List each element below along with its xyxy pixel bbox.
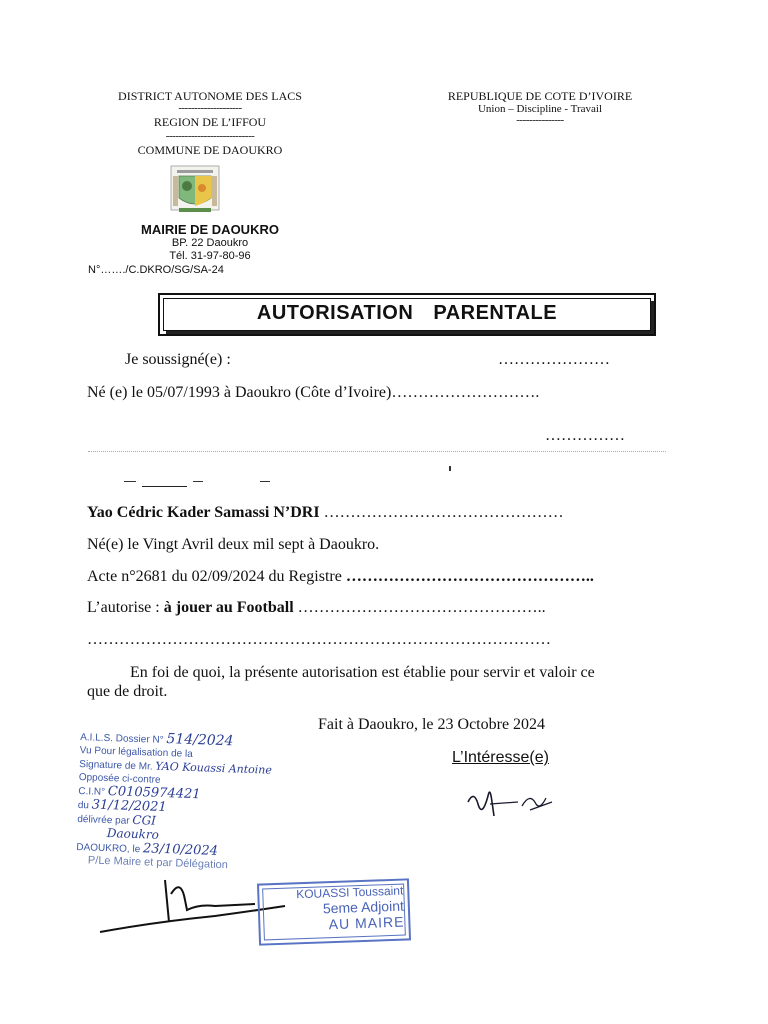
stamp-id-date: 31/12/2021 xyxy=(91,797,167,816)
child-name: Yao Cédric Kader Samassi N’DRI xyxy=(87,504,320,521)
blank-marks xyxy=(124,481,136,482)
stamp-cin-number: C0105974421 xyxy=(107,784,201,803)
stamp-date-label: du xyxy=(77,799,90,812)
closing-statement: En foi de quoi, la présente autorisation est établie pour servir et valoir ce xyxy=(130,664,595,681)
mairie-name: MAIRIE DE DAOUKRO xyxy=(141,222,279,237)
stamp-legalization-date: 23/10/2024 xyxy=(142,841,219,859)
postal-box: BP. 22 Daoukro xyxy=(171,237,249,249)
continuation-dots: …………………………………………………………………………… xyxy=(87,631,551,648)
stamp-delegation: P/Le Maire et par Délégation xyxy=(87,854,229,872)
birth-certificate-line xyxy=(87,568,594,586)
blank-marks xyxy=(142,486,187,487)
commune-name: COMMUNE DE DAOUKRO xyxy=(137,143,283,157)
reference-number: N°……./C.DKRO/SG/SA-24 xyxy=(88,264,224,276)
authorization-line xyxy=(87,599,546,617)
mairie-block xyxy=(110,222,310,263)
country-name: REPUBLIQUE DE COTE D’IVOIRE xyxy=(447,89,633,103)
blank-marks xyxy=(449,466,451,471)
authorization-dots: ……………………………………….. xyxy=(297,599,546,616)
place-and-date: Fait à Daoukro, le 23 Octobre 2024 xyxy=(318,716,546,733)
stamp-place: Daoukro xyxy=(106,826,160,842)
separator: -------------------- xyxy=(178,102,242,114)
official-stamp xyxy=(257,878,411,945)
telephone: Tél. 31-97-80-96 xyxy=(169,250,251,262)
document-title: AUTORISATION PARENTALE xyxy=(256,302,558,324)
blank-line-dots: …………… xyxy=(545,427,625,444)
authorization-activity: à jouer au Football xyxy=(163,599,294,616)
authorization-label: L’autorise : xyxy=(87,599,160,616)
child-name-line xyxy=(87,504,564,522)
signatory-label: L’Intéresse(e) xyxy=(452,749,549,766)
header-right xyxy=(420,90,660,126)
commune-emblem xyxy=(165,162,225,218)
child-name-dots: ……………………………………… xyxy=(323,504,564,521)
separator: ---------------------------- xyxy=(165,130,255,142)
declarant-dots: ………………… xyxy=(498,351,610,368)
official-stamp-office: AU MAIRE xyxy=(328,913,405,933)
child-birth: Né(e) le Vingt Avril deux mil sept à Daoukro. xyxy=(87,536,380,553)
stamp-legalization-label: Vu Pour légalisation de la xyxy=(79,745,193,760)
title-box xyxy=(158,293,656,336)
stamp-issued-by-label: délivrée par xyxy=(77,813,130,827)
closing-statement-end: que de droit. xyxy=(87,683,168,700)
blank-marks xyxy=(260,481,270,482)
declarant-birth: Né (e) le 05/07/1993 à Daoukro (Côte d’Ivoire)………………………. xyxy=(87,384,540,401)
applicant-signature xyxy=(460,780,560,825)
stamp-dossier-number: 514/2024 xyxy=(166,731,234,750)
separator: --------------- xyxy=(516,114,564,126)
declarant-label: Je soussigné(e) : xyxy=(125,351,231,368)
district-name: DISTRICT AUTONOME DES LACS xyxy=(118,89,302,103)
birth-certificate: Acte n°2681 du 02/09/2024 du Registre xyxy=(87,568,342,585)
official-stamp-role: 5eme Adjoint xyxy=(322,897,405,917)
stamp-dossier-label: A.I.L.S. Dossier N° xyxy=(80,732,164,746)
birth-certificate-dots: ……………………………………….. xyxy=(345,568,594,585)
official-stamp-name: KOUASSI Toussaint xyxy=(295,883,404,902)
header-left xyxy=(90,90,330,157)
faint-dotted-line xyxy=(88,451,666,452)
stamp-signature-label: Signature de Mr. xyxy=(79,759,153,773)
stamp-location-date-label: DAOUKRO, le xyxy=(76,841,141,856)
national-motto: Union – Discipline - Travail xyxy=(477,103,603,115)
stamp-issuer: CGI xyxy=(132,812,157,828)
stamp-opposed-label: Opposée ci-contre xyxy=(78,772,161,786)
legalization-stamp xyxy=(76,730,311,875)
stamp-cin-label: C.I.N° xyxy=(78,785,106,798)
region-name: REGION DE L’IFFOU xyxy=(153,115,267,129)
blank-marks xyxy=(193,481,203,482)
stamp-signatory-name: YAO Kouassi Antoine xyxy=(155,759,273,777)
